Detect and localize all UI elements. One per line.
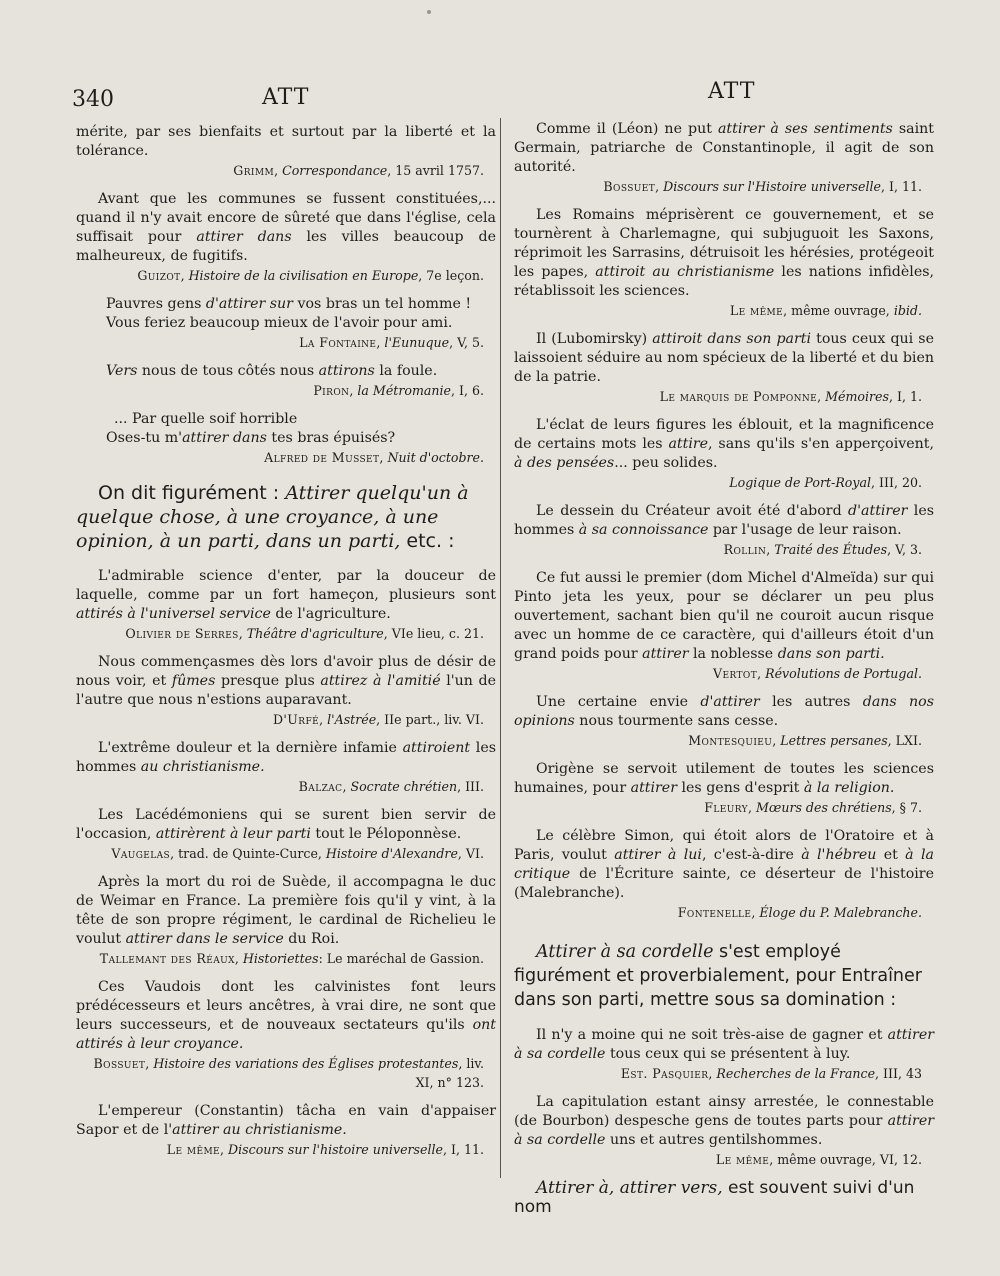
quote-block (514, 569, 934, 683)
quote-block (514, 416, 934, 492)
verse-text: Pauvres gens d'attirer sur vos bras un tel homme ! Vous feriez beaucoup mieux de l'avoir pour ami. (106, 296, 472, 331)
citation: Bossuet, Histoire des variations des Églises protestantes, liv. XI, n° 123. (93, 1056, 484, 1090)
quote-text: L'extrême douleur et la dernière infamie attiroient les hommes au christianisme. (76, 740, 496, 775)
citation: Le marquis de Pomponne, Mémoires, I, 1. (659, 389, 922, 404)
citation: Tallemant des Réaux, Historiettes: Le maréchal de Gassion. (99, 951, 484, 966)
final-line: Attirer à, attirer vers, est souvent suivi d'un nom (514, 1178, 915, 1217)
quote-block (76, 873, 496, 968)
paper-speck (427, 10, 431, 14)
left-column (76, 123, 496, 1169)
quote-text: Comme il (Léon) ne put attirer à ses sentiments saint Germain, patriarche de Constantinople, il agit de son autorité. (514, 121, 934, 175)
citation: Alfred de Musset, Nuit d'octobre. (264, 450, 484, 465)
quote-block (514, 1093, 934, 1169)
quote-text: La capitulation estant ainsy arrestée, le connestable (de Bourbon) despesche gens de toutes parts pour attirer à sa cordelle uns et autres gentilshommes. (514, 1094, 934, 1148)
quote-block (514, 206, 934, 320)
running-head-left: ATT (262, 85, 310, 110)
quote-block (514, 760, 934, 817)
quote-text: Il n'y a moine qui ne soit très-aise de gagner et attirer à sa cordelle tous ceux qui se présentent à luy. (514, 1027, 934, 1062)
quote-block (76, 567, 496, 643)
quote-block (76, 190, 496, 285)
quote-text: Après la mort du roi de Suède, il accompagna le duc de Weimar en France. La première fois qu'il y vint, à la tête de son propre régiment, le cardinal de Richelieu le voulut attirer dans le service du Roi. (76, 874, 496, 947)
citation: Olivier de Serres, Théâtre d'agriculture, VIe lieu, c. 21. (125, 626, 484, 641)
citation: Le même, même ouvrage, ibid. (729, 303, 922, 318)
quote-text: L'éclat de leurs figures les éblouit, et la magnificence de certains mots les attire, sans qu'ils s'en apperçoivent, à des pensées... peu solides. (514, 417, 935, 471)
quote-text: Le dessein du Créateur avoit été d'abord d'attirer les hommes à sa connoissance par l'usage de leur raison. (514, 503, 934, 538)
citation: Guizot, Histoire de la civilisation en Europe, 7e leçon. (137, 268, 484, 283)
section-heading: Attirer à sa cordelle s'est employé figurément et proverbialement, pour Entraîner dans son parti, mettre sous sa domination : (514, 942, 922, 1010)
quote-block (76, 410, 496, 467)
right-column (514, 120, 934, 1217)
quote-text: mérite, par ses bienfaits et surtout par la liberté et la tolérance. (76, 124, 496, 159)
citation: Montesquieu, Lettres persanes, LXI. (688, 733, 922, 748)
quote-text: Origène se servoit utilement de toutes les sciences humaines, pour attirer les gens d'esprit à la religion. (514, 761, 934, 796)
citation: La Fontaine, l'Eunuque, V, 5. (299, 335, 484, 350)
quote-block (76, 739, 496, 796)
quote-text: Ces Vaudois dont les calvinistes font leurs prédécesseurs et leurs ancêtres, à vrai dire, ne sont que leurs successeurs, et de nouveaux sectateurs qu'ils ont attirés à leur croyance. (76, 979, 496, 1052)
citation: D'Urfé, l'Astrée, IIe part., liv. VI. (272, 712, 484, 727)
verse-text: Vers nous de tous côtés nous attirons la foule. (106, 363, 438, 379)
column-rule (500, 118, 501, 1178)
running-head-right: ATT (708, 79, 756, 104)
verse-text: ... Par quelle soif horrible Oses-tu m'attirer dans tes bras épuisés? (106, 411, 396, 446)
quote-text: Une certaine envie d'attirer les autres dans nos opinions nous tourmente sans cesse. (514, 694, 934, 729)
citation: Fleury, Mœurs des chrétiens, § 7. (704, 800, 922, 815)
quote-text: Les Romains méprisèrent ce gouvernement, et se tournèrent à Charlemagne, qui subjuguoit les Saxons, réprimoit les Sarrasins, détruisoit les hérésies, protégeoit les papes, attiroit au christianisme les nations infidèles, rétablissoit les sciences. (514, 207, 935, 299)
citation: Rollin, Traité des Études, V, 3. (723, 542, 922, 557)
quote-block (76, 806, 496, 863)
citation: Grimm, Correspondance, 15 avril 1757. (233, 163, 484, 178)
quote-block (514, 120, 934, 196)
quote-block (76, 653, 496, 729)
quote-block (514, 502, 934, 559)
quote-text: Avant que les communes se fussent constituées,... quand il n'y avait encore de sûreté que dans l'église, cela suffisait pour attirer dans les villes beaucoup de malheureux, de fugitifs. (76, 191, 497, 264)
citation: Le même, Discours sur l'histoire universelle, I, 11. (166, 1142, 484, 1157)
quote-text: L'empereur (Constantin) tâcha en vain d'appaiser Sapor et de l'attirer au christianisme. (76, 1103, 496, 1138)
citation: Bossuet, Discours sur l'Histoire universelle, I, 11. (603, 179, 922, 194)
citation: Fontenelle, Éloge du P. Malebranche. (677, 905, 922, 920)
citation: Balzac, Socrate chrétien, III. (298, 779, 484, 794)
section-heading: On dit figurément : Attirer quelqu'un à quelque chose, à une croyance, à une opinion, à un parti, dans un parti, etc. : (76, 482, 469, 552)
quote-block (76, 1102, 496, 1159)
page-number: 340 (72, 87, 114, 112)
quote-text: Nous commençasmes dès lors d'avoir plus de désir de nous voir, et fûmes presque plus attirez à l'amitié l'un de l'autre que nous n'estions auparavant. (76, 654, 496, 708)
quote-block (76, 362, 496, 400)
citation: Vertot, Révolutions de Portugal. (713, 666, 922, 681)
citation: Vaugelas, trad. de Quinte-Curce, Histoire d'Alexandre, VI. (111, 846, 484, 861)
quote-text: Ce fut aussi le premier (dom Michel d'Almeïda) sur qui Pinto jeta les yeux, pour se déclarer un peu plus ouvertement, sachant bien qu'il ne couroit aucun risque avec un homme de ce caractère, qui d'ailleurs étoit d'un grand poids pour attirer la noblesse dans son parti. (514, 570, 934, 662)
quote-block (514, 827, 934, 922)
quote-text: Les Lacédémoniens qui se surent bien servir de l'occasion, attirèrent à leur parti tout le Péloponnèse. (76, 807, 496, 842)
quote-block (514, 1026, 934, 1083)
quote-text: L'admirable science d'enter, par la douceur de laquelle, comme par un fort hameçon, plusieurs sont attirés à l'universel service de l'agriculture. (76, 568, 496, 622)
citation: Logique de Port-Royal, III, 20. (729, 475, 922, 490)
quote-block (514, 693, 934, 750)
quote-block (76, 295, 496, 352)
quote-text: Il (Lubomirsky) attiroit dans son parti tous ceux qui se laissoient séduire au nom spécieux de la liberté et du bien de la patrie. (514, 331, 934, 385)
citation: Est. Pasquier, Recherches de la France, III, 43 (620, 1066, 922, 1081)
quote-block (76, 123, 496, 180)
quote-block (76, 978, 496, 1092)
quote-block (514, 330, 934, 406)
citation: Piron, la Métromanie, I, 6. (313, 383, 484, 398)
quote-text: Le célèbre Simon, qui étoit alors de l'Oratoire et à Paris, voulut attirer à lui, c'est-à-dire à l'hébreu et à la critique de l'Écriture sainte, ce déserteur de l'histoire (Malebranche). (514, 828, 934, 901)
citation: Le même, même ouvrage, VI, 12. (715, 1152, 922, 1167)
